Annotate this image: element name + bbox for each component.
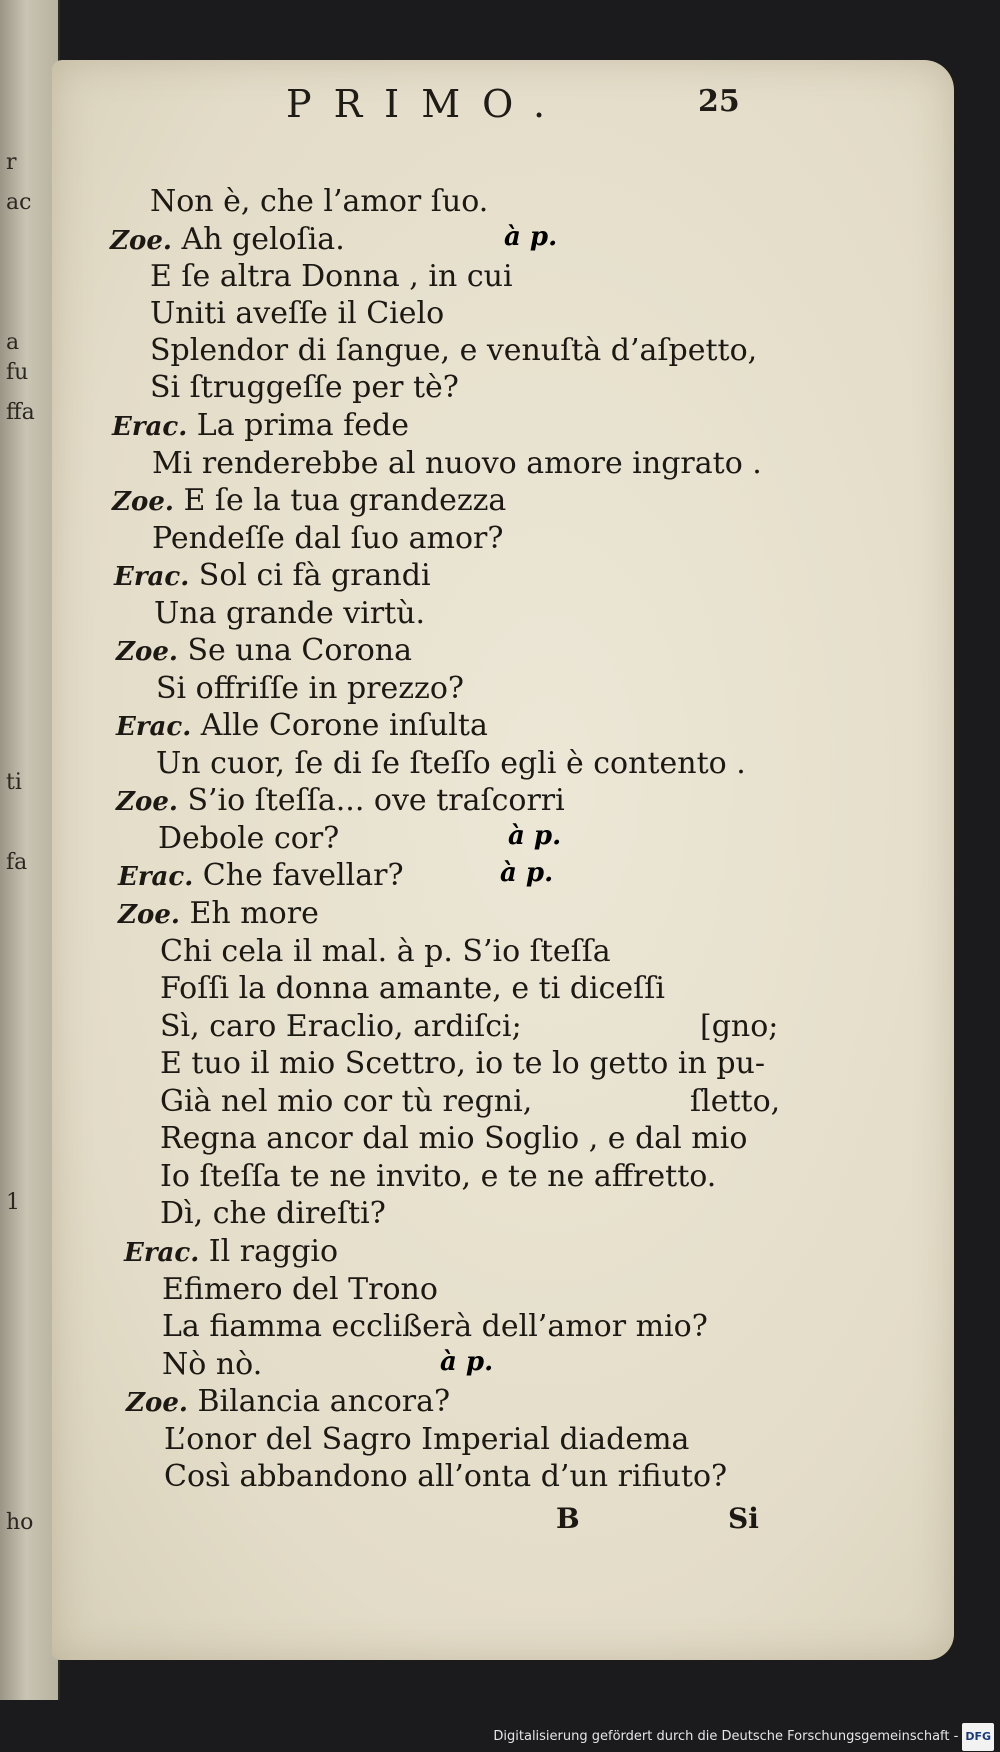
left-page-fragment: ac — [6, 190, 32, 215]
line-text: Nò nò. — [162, 1347, 263, 1382]
verse-line — [150, 184, 488, 220]
line-text: Uniti aveſſe il Cielo — [150, 296, 445, 331]
verse-line — [150, 333, 757, 369]
page-number: 25 — [698, 84, 740, 119]
speaker-label: Erac. — [118, 862, 194, 892]
line-text: Così abbandono all’onta d’un rifiuto? — [164, 1459, 728, 1494]
line-text: Sì, caro Eraclio, ardiſci; — [160, 1009, 522, 1044]
left-page-fragment: ti — [6, 770, 22, 795]
speaker-label: Zoe. — [116, 787, 178, 817]
verse-line — [112, 483, 506, 520]
line-text: La prima fede — [196, 408, 409, 443]
line-text: E ſe altra Donna , in cui — [150, 259, 513, 294]
line-text: Alle Corone inſulta — [200, 708, 488, 743]
verse-line — [160, 1046, 765, 1082]
catchword: Si — [728, 1502, 759, 1535]
line-text: Dì, che direſti? — [160, 1196, 386, 1231]
verse-line — [160, 1159, 716, 1195]
line-text: Bilancia ancora? — [197, 1384, 451, 1419]
line-text: Non è, che l’amor ſuo. — [150, 184, 489, 219]
left-page-fragment: ho — [6, 1510, 34, 1535]
speaker-label: Erac. — [116, 712, 192, 742]
verse-line — [162, 1272, 438, 1308]
left-page-fragment: 1 — [6, 1190, 20, 1215]
verse-line — [150, 296, 444, 332]
line-text: S’io ſteſſa... ove traſcorri — [187, 783, 565, 818]
aside-mark: à p. — [508, 821, 562, 851]
line-text: Mi renderebbe al nuovo amore ingrato . — [152, 446, 762, 481]
line-text: Sol ci fà grandi — [198, 558, 431, 593]
credit-text: Digitalisierung gefördert durch die Deutsche Forschungsgemeinschaft - — [493, 1729, 959, 1744]
left-page-fragment: r — [6, 150, 17, 175]
verse-line — [156, 746, 746, 782]
speaker-label: Zoe. — [112, 487, 174, 517]
verse-line — [112, 408, 409, 445]
left-page-fragment: ffa — [6, 400, 35, 425]
verse-line — [160, 1196, 386, 1232]
verse-line — [160, 934, 611, 970]
line-text: L’onor del Sagro Imperial diadema — [164, 1422, 690, 1457]
aside-mark: à p. — [500, 858, 554, 888]
speaker-label: Erac. — [114, 562, 190, 592]
verse-line — [116, 783, 565, 820]
verse-line — [162, 1347, 262, 1383]
verse-line — [150, 370, 459, 406]
left-page-fragment: fa — [6, 850, 28, 875]
line-text: Regna ancor dal mio Soglio , e dal mio — [160, 1121, 748, 1156]
verse-line — [118, 858, 404, 895]
verse-line — [110, 222, 345, 259]
line-text: Se una Corona — [187, 633, 412, 668]
line-text: E tuo il mio Scettro, io te lo getto in pu- — [160, 1046, 765, 1081]
aside-mark: à p. — [440, 1347, 494, 1377]
verse-line — [160, 1009, 522, 1045]
verse-line — [116, 633, 412, 670]
left-page-fragment: fu — [6, 360, 29, 385]
speaker-label: Zoe. — [126, 1388, 188, 1418]
verse-line — [164, 1422, 689, 1458]
line-text: Pendeſſe dal ſuo amor? — [152, 521, 504, 556]
running-head: PRIMO. — [286, 82, 568, 126]
signature-mark: B — [556, 1502, 580, 1535]
line-text: Debole cor? — [158, 821, 340, 856]
margin-turnover: [gno; — [700, 1009, 779, 1044]
digitization-credit — [493, 1724, 994, 1750]
speaker-label: Zoe. — [118, 900, 180, 930]
speaker-label: Zoe. — [110, 226, 172, 256]
verse-line — [126, 1384, 450, 1421]
dfg-logo: DFG — [962, 1723, 994, 1751]
aside-mark: à p. — [504, 222, 558, 252]
verse-line — [124, 1234, 338, 1271]
verse-line — [150, 259, 513, 295]
verse-line — [116, 708, 488, 745]
line-text: Eh more — [189, 896, 319, 931]
line-text: E ſe la tua grandezza — [183, 483, 507, 518]
line-text: Già nel mio cor tù regni, — [160, 1084, 533, 1119]
line-text: Il raggio — [208, 1234, 339, 1269]
line-text: La fiamma ecclißerà dell’amor mio? — [162, 1309, 708, 1344]
speaker-label: Zoe. — [116, 637, 178, 667]
verse-line — [160, 1084, 532, 1120]
verse-line — [164, 1459, 727, 1495]
line-text: Ah geloſia. — [181, 222, 345, 257]
line-text: Una grande virtù. — [154, 596, 426, 631]
line-text: Splendor di ſangue, e venuſtà d’aſpetto, — [150, 333, 758, 368]
verse-line — [158, 821, 339, 857]
line-text: Che favellar? — [202, 858, 404, 893]
line-text: Chi cela il mal. à p. S’io ſteſſa — [160, 934, 611, 969]
verse-line — [152, 446, 762, 482]
verse-line — [114, 558, 431, 595]
speaker-label: Erac. — [124, 1238, 200, 1268]
left-page-fragment: a — [6, 330, 20, 355]
line-text: Foſſi la donna amante, e ti diceſſi — [160, 971, 665, 1006]
line-text: Si ſtruggeſſe per tè? — [150, 370, 459, 405]
speaker-label: Erac. — [112, 412, 188, 442]
verse-line — [160, 971, 665, 1007]
verse-line — [160, 1121, 747, 1157]
line-text: Si offriſſe in prezzo? — [156, 671, 464, 706]
verse-line — [162, 1309, 708, 1345]
line-text: Un cuor, ſe di ſe ſteſſo egli è contento . — [156, 746, 746, 781]
verse-line — [154, 596, 425, 632]
line-text: Io ſteſſa te ne invito, e te ne affretto. — [160, 1159, 717, 1194]
verse-line — [152, 521, 503, 557]
verse-line — [118, 896, 319, 933]
margin-turnover: ſletto, — [690, 1084, 781, 1119]
verse-line — [156, 671, 464, 707]
line-text: Efimero del Trono — [162, 1272, 438, 1307]
